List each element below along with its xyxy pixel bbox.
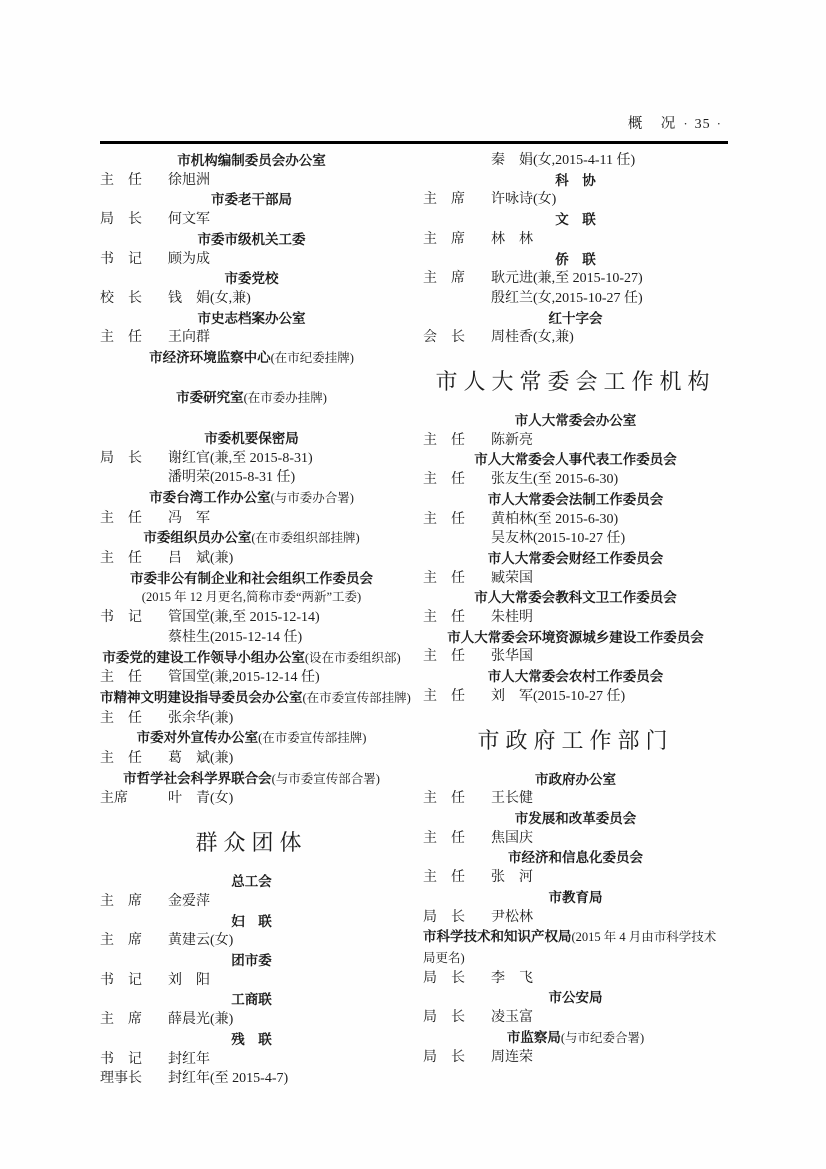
position-entry [423, 470, 728, 490]
position-entry [100, 608, 403, 628]
org-name: 市人大常委会农村工作委员会 [487, 669, 664, 685]
org-name: 科 协 [555, 172, 596, 188]
org-heading-row [100, 488, 403, 509]
org-heading-row [100, 348, 403, 369]
position-entry [100, 1050, 403, 1070]
position-title: 局 长 [423, 1050, 465, 1066]
org-name: 市机构编制委员会办公室 [177, 153, 326, 168]
org-heading-row [100, 388, 403, 409]
position-title: 主 任 [423, 649, 465, 665]
org-note: (与市委办合署) [270, 490, 354, 505]
position-title [423, 151, 491, 171]
position-title: 书 记 [100, 972, 142, 988]
person-name: 林 林 [491, 231, 533, 247]
org-heading-row [423, 888, 728, 908]
org-name: 市科学技术和知识产权局 [423, 929, 572, 945]
org-heading-row [423, 171, 728, 191]
org-name: 市经济环境监察中心 [149, 350, 271, 366]
person-name: 潘明荣(2015-8-31 任) [168, 470, 296, 486]
person-name: 秦 娟(女,2015-4-11 任) [491, 153, 636, 168]
position-title: 主 席 [100, 933, 142, 949]
running-head [100, 112, 728, 133]
org-name: 市公安局 [548, 990, 603, 1006]
position-title: 主 任 [100, 172, 142, 188]
person-name: 封红年(至 2015-4-7) [168, 1071, 289, 1087]
position-title: 主 席 [423, 192, 465, 208]
person-name: 刘 阳 [168, 972, 210, 988]
position-entry [423, 868, 728, 888]
position-entry [100, 749, 403, 769]
person-name: 陈新亮 [491, 432, 533, 448]
position-title: 主席 [100, 791, 128, 807]
org-name: 市人大常委会财经工作委员会 [487, 550, 664, 566]
position-entry [100, 328, 403, 348]
position-entry [423, 510, 728, 530]
org-heading-row [423, 988, 728, 1008]
person-name: 刘 军(2015-10-27 任) [491, 688, 626, 704]
page-number-dot-left: · [683, 116, 689, 131]
position-entry [100, 789, 403, 809]
person-name: 王长健 [491, 791, 533, 807]
position-entry [100, 171, 403, 191]
org-name: 市委非公有制企业和社会组织工作委员会 [130, 570, 373, 586]
org-heading-row [423, 667, 728, 687]
position-entry-continuation [423, 529, 728, 549]
person-name: 金爱萍 [168, 893, 210, 909]
position-title [100, 628, 168, 648]
org-note: (与市纪委合署) [560, 1030, 645, 1045]
org-name: 市监察局 [506, 1029, 561, 1045]
position-title [423, 289, 491, 309]
org-note: (在市委办挂牌) [243, 391, 327, 406]
org-name: 市政府办公室 [535, 771, 616, 787]
org-note: (在市委宣传部挂牌) [258, 731, 367, 746]
org-note: (在市委组织部挂牌) [251, 531, 360, 546]
position-title: 主 席 [100, 1012, 142, 1028]
position-title: 主 任 [423, 870, 465, 886]
position-title: 书 记 [100, 1051, 142, 1067]
org-note: (在市委宣传部挂牌) [302, 690, 411, 705]
org-heading-row [423, 210, 728, 230]
position-title: 主 席 [100, 893, 142, 909]
org-name: 市哲学社会科学界联合会 [123, 770, 272, 786]
position-title: 校 长 [100, 290, 142, 306]
org-name: 市委党的建设工作领导小组办公室 [102, 649, 305, 665]
person-name: 许咏诗(女) [491, 192, 557, 208]
org-heading-row [100, 872, 403, 892]
position-entry [423, 647, 728, 667]
org-heading-row [423, 927, 728, 968]
org-heading-row [423, 549, 728, 569]
position-entry [100, 549, 403, 569]
running-head-title: 概 况 [627, 116, 678, 132]
position-title: 主 席 [423, 271, 465, 287]
org-heading-row [100, 728, 403, 749]
position-entry [100, 892, 403, 912]
person-name: 顾为成 [168, 251, 210, 267]
position-entry [423, 190, 728, 210]
org-name: 市委老干部局 [211, 192, 292, 208]
person-name: 薛晨光(兼) [168, 1012, 234, 1028]
org-heading-row [423, 1028, 728, 1049]
person-name: 王向群 [168, 330, 210, 346]
org-note: (与市委宣传部合署) [271, 771, 380, 786]
person-name: 管国堂(兼,2015-12-14 任) [168, 670, 320, 686]
person-name: 焦国庆 [491, 830, 533, 846]
position-entry-continuation [100, 468, 403, 488]
position-title: 书 记 [100, 251, 142, 267]
org-heading-row [423, 309, 728, 329]
org-heading-row [100, 309, 403, 329]
person-name: 张 河 [491, 870, 533, 886]
person-name: 蔡桂生(2015-12-14 任) [168, 629, 303, 645]
position-title: 理事长 [100, 1071, 142, 1087]
org-name: 残 联 [231, 1031, 272, 1047]
org-name: 市委组织员办公室 [143, 530, 252, 546]
spacer-row [100, 369, 403, 389]
position-title: 主 任 [423, 830, 465, 846]
person-name: 吴友林(2015-10-27 任) [491, 531, 626, 547]
org-heading-row [100, 1030, 403, 1050]
position-title: 局 长 [423, 909, 465, 925]
org-name: 市委机要保密局 [204, 430, 299, 446]
org-heading-row [100, 269, 403, 289]
org-name: 市委台湾工作办公室 [149, 489, 271, 505]
person-name: 葛 斌(兼) [168, 751, 234, 767]
person-name: 冯 军 [168, 510, 210, 526]
org-note: (设在市委组织部) [304, 650, 401, 665]
person-name: 张友生(至 2015-6-30) [491, 472, 619, 488]
person-name: 张华国 [491, 649, 533, 665]
position-title: 主 任 [423, 688, 465, 704]
org-name: 市经济和信息化委员会 [508, 850, 643, 866]
org-name: 妇 联 [231, 913, 272, 929]
position-title: 主 任 [100, 551, 142, 567]
person-name: 何文军 [168, 212, 210, 228]
org-name: 工商联 [231, 992, 272, 1008]
org-name: 侨 联 [555, 251, 596, 267]
position-entry [423, 829, 728, 849]
position-title: 局 长 [423, 970, 465, 986]
org-name: 团市委 [231, 952, 272, 968]
person-name: 黄柏林(至 2015-6-30) [491, 511, 619, 527]
position-entry [423, 230, 728, 250]
position-title: 主 任 [423, 511, 465, 527]
org-note: (2015 年 4 月由市科学技术局更名) [423, 930, 717, 965]
org-name: 市史志档案办公室 [197, 310, 306, 326]
position-entry [100, 509, 403, 529]
position-entry [100, 210, 403, 230]
org-name: 市精神文明建设指导委员会办公室 [100, 689, 303, 705]
position-entry [100, 709, 403, 729]
org-heading-row [423, 490, 728, 510]
position-title: 主 席 [423, 231, 465, 247]
org-heading-row [100, 990, 403, 1010]
org-heading-row [100, 912, 403, 932]
org-name: 市人大常委会法制工作委员会 [487, 491, 664, 507]
section-heading: 群众团体 [195, 830, 308, 856]
column-right [423, 151, 728, 1068]
org-heading-row [100, 648, 403, 669]
spacer-row [100, 409, 403, 429]
position-title [100, 468, 168, 488]
org-name: 市委党校 [224, 271, 279, 287]
org-name: 市人大常委会环境资源城乡建设工作委员会 [447, 629, 704, 645]
org-heading-row [423, 588, 728, 608]
position-entry [100, 449, 403, 469]
column-left [100, 151, 411, 1089]
position-title: 主 任 [100, 751, 142, 767]
org-heading-row [423, 628, 728, 648]
person-name: 臧荣国 [491, 570, 533, 586]
position-title: 主 任 [100, 670, 142, 686]
position-entry-continuation [423, 151, 728, 171]
person-name: 吕 斌(兼) [168, 551, 234, 567]
person-name: 周连荣 [491, 1050, 533, 1066]
org-name: 市人大常委会教科文卫工作委员会 [474, 590, 677, 606]
position-title: 主 任 [423, 791, 465, 807]
org-heading-row [100, 769, 403, 790]
org-heading-row [100, 951, 403, 971]
org-heading-row [423, 250, 728, 270]
position-entry [423, 608, 728, 628]
position-title: 主 任 [423, 432, 465, 448]
org-heading-row [423, 450, 728, 470]
person-name: 朱桂明 [491, 610, 533, 626]
section-heading: 市人大常委会工作机构 [435, 369, 716, 395]
org-name: 总工会 [231, 874, 272, 890]
org-note: (在市纪委挂牌) [270, 351, 354, 366]
org-heading-row [423, 848, 728, 868]
org-name: 市委研究室 [176, 390, 244, 406]
person-name: 凌玉富 [491, 1010, 533, 1026]
org-name: 市委对外宣传办公室 [136, 730, 259, 746]
position-entry [100, 250, 403, 270]
org-name: 市人大常委会人事代表工作委员会 [474, 452, 677, 468]
person-name: 钱 娟(女,兼) [168, 290, 251, 306]
position-entry [423, 969, 728, 989]
person-name: 耿元进(兼,至 2015-10-27) [491, 271, 643, 287]
position-entry [423, 269, 728, 289]
person-name: 谢红官(兼,至 2015-8-31) [168, 450, 313, 466]
person-name: 管国堂(兼,至 2015-12-14) [168, 610, 320, 626]
person-name: 周桂香(女,兼) [491, 330, 574, 346]
position-title: 局 长 [100, 212, 142, 228]
position-title [423, 529, 491, 549]
person-name: 叶 青(女) [168, 791, 234, 807]
position-title: 书 记 [100, 610, 142, 626]
position-entry [423, 569, 728, 589]
position-title: 主 任 [100, 510, 142, 526]
page-number: 35 [694, 117, 711, 132]
position-entry-continuation [423, 289, 728, 309]
position-entry [423, 1048, 728, 1068]
org-note-line: (2015 年 12 月更名,简称市委“两新”工委) [141, 590, 362, 605]
person-name: 尹松林 [491, 909, 533, 925]
position-entry [423, 687, 728, 707]
org-heading-row [423, 809, 728, 829]
position-entry [423, 328, 728, 348]
position-title: 局 长 [100, 450, 142, 466]
org-heading-row [100, 569, 403, 589]
org-heading-row [100, 528, 403, 549]
position-title: 主 任 [100, 710, 142, 726]
position-entry [100, 931, 403, 951]
position-entry [100, 668, 403, 688]
org-name: 红十字会 [548, 310, 603, 326]
org-heading-row [423, 770, 728, 790]
page-content [100, 151, 728, 1089]
position-entry [423, 431, 728, 451]
org-heading-row [423, 411, 728, 431]
header-rule [100, 141, 728, 144]
org-name: 文 联 [555, 212, 596, 228]
org-heading-row [100, 190, 403, 210]
position-title: 主 任 [423, 472, 465, 488]
person-name: 殷红兰(女,2015-10-27 任) [491, 290, 643, 306]
section-heading: 市政府工作部门 [477, 727, 674, 753]
org-name: 市人大常委会办公室 [514, 413, 637, 429]
org-name: 市教育局 [548, 889, 603, 905]
org-name: 市委市级机关工委 [197, 231, 306, 247]
position-entry [423, 1008, 728, 1028]
position-entry [100, 289, 403, 309]
org-name: 市发展和改革委员会 [514, 810, 637, 826]
org-heading-row [100, 688, 411, 709]
page-number-dot-right: · [716, 116, 722, 131]
person-name: 张余华(兼) [168, 710, 234, 726]
position-title: 局 长 [423, 1010, 465, 1026]
position-title: 会 长 [423, 330, 465, 346]
position-title: 主 任 [100, 330, 142, 346]
position-entry [100, 1010, 403, 1030]
person-name: 黄建云(女) [168, 933, 234, 949]
person-name: 封红年 [168, 1051, 210, 1067]
position-entry [423, 789, 728, 809]
person-name: 徐旭洲 [168, 172, 210, 188]
org-heading-row [100, 429, 403, 449]
org-heading-row [100, 151, 403, 171]
org-heading-row [100, 230, 403, 250]
person-name: 李 飞 [491, 970, 533, 986]
position-entry [100, 1069, 403, 1089]
position-title: 主 任 [423, 610, 465, 626]
position-title: 主 任 [423, 570, 465, 586]
position-entry [100, 971, 403, 991]
position-entry-continuation [100, 628, 403, 648]
position-entry [423, 908, 728, 928]
